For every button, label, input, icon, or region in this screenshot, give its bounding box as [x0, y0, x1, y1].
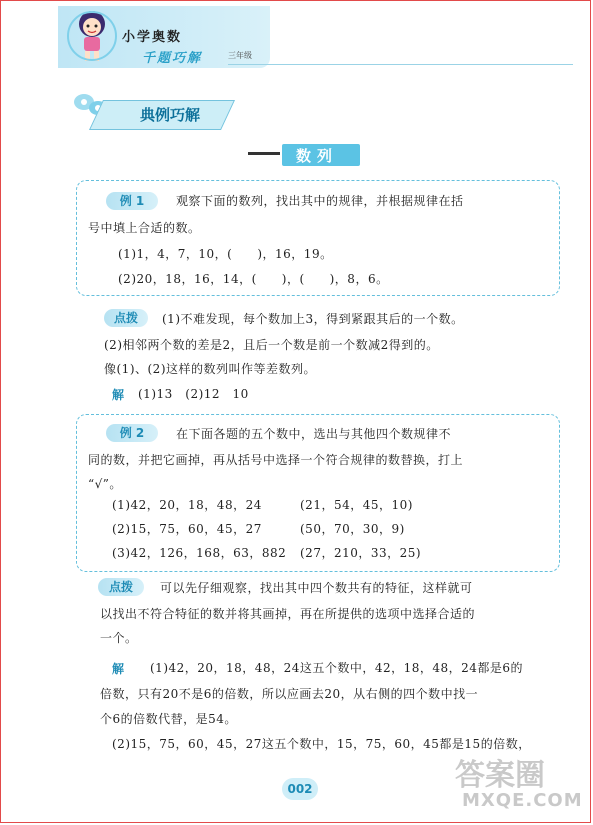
- example-2-row-right: (27，210，33，25): [300, 546, 422, 560]
- grade-label: 三年级: [228, 51, 252, 60]
- topic-title: 数列: [296, 147, 339, 165]
- tip-2-line: 一个。: [100, 631, 138, 645]
- brand-title: 小学奥数: [122, 30, 183, 45]
- answer-1-badge: 解: [112, 388, 125, 402]
- example-2-badge: 例 2: [106, 424, 158, 442]
- answer-2-line: (2)15，75，60，45，27这五个数中，15，75，60，45都是15的倍数，: [112, 737, 531, 751]
- tip-1-badge: 点拨: [104, 309, 148, 327]
- tip-2-badge: 点拨: [98, 578, 144, 596]
- example-2-row-right: (21，54，45，10): [300, 498, 413, 512]
- watermark-url: MXQE.COM: [462, 790, 583, 811]
- example-2-row-left: (3)42，126，168，63，882: [112, 546, 287, 560]
- answer-2-line: 倍数，只有20不是6的倍数，所以应画去20，从右侧的四个数中找一: [100, 687, 479, 701]
- watermark-logo: 答案圈: [455, 758, 545, 793]
- answer-2-badge: 解: [112, 662, 125, 676]
- example-2-line: “√”。: [88, 477, 122, 491]
- example-2-row-left: (1)42，20，18，48，24: [112, 498, 262, 512]
- tip-2-line: 以找出不符合特征的数并将其画掉，再在所提供的选项中选择合适的: [100, 607, 476, 621]
- answer-2-line: 个6的倍数代替，是54。: [100, 712, 237, 726]
- answer-2-line: (1)42，20，18，48，24这五个数中，42，18，48，24都是6的: [150, 661, 524, 675]
- answer-1-text: (1)13 (2)12 10: [138, 387, 249, 401]
- tip-2-line: 可以先仔细观察，找出其中四个数共有的特征，这样就可: [160, 581, 473, 595]
- tip-1-line: 像(1)、(2)这样的数列叫作等差数列。: [104, 362, 316, 376]
- page-number: 002: [282, 778, 318, 800]
- topic-number-dash: [248, 152, 280, 155]
- tip-1-line: (1)不难发现，每个数加上3，得到紧跟其后的一个数。: [162, 312, 464, 326]
- example-2-row-left: (2)15，75，60，45，27: [112, 522, 262, 536]
- example-1-line: (1)1，4，7，10，( )，16，19。: [118, 247, 333, 261]
- brand-subtitle: 千题巧解: [142, 51, 203, 66]
- example-2-line: 同的数，并把它画掉，再从括号中选择一个符合规律的数替换，打上: [88, 453, 464, 467]
- section-title: 典例巧解: [140, 106, 201, 124]
- example-1-line: 号中填上合适的数。: [88, 221, 201, 235]
- girl-mascot-icon: [66, 6, 118, 64]
- header-rule: [228, 64, 573, 65]
- example-1-badge: 例 1: [106, 192, 158, 210]
- example-1-line: (2)20，18，16，14，( )，( )，8，6。: [118, 272, 389, 286]
- example-1-line: 观察下面的数列，找出其中的规律，并根据规律在括: [176, 194, 464, 208]
- tip-1-line: (2)相邻两个数的差是2，且后一个数是前一个数减2得到的。: [104, 338, 439, 352]
- example-2-row-right: (50，70，30，9): [300, 522, 405, 536]
- example-2-line: 在下面各题的五个数中，选出与其他四个数规律不: [176, 427, 452, 441]
